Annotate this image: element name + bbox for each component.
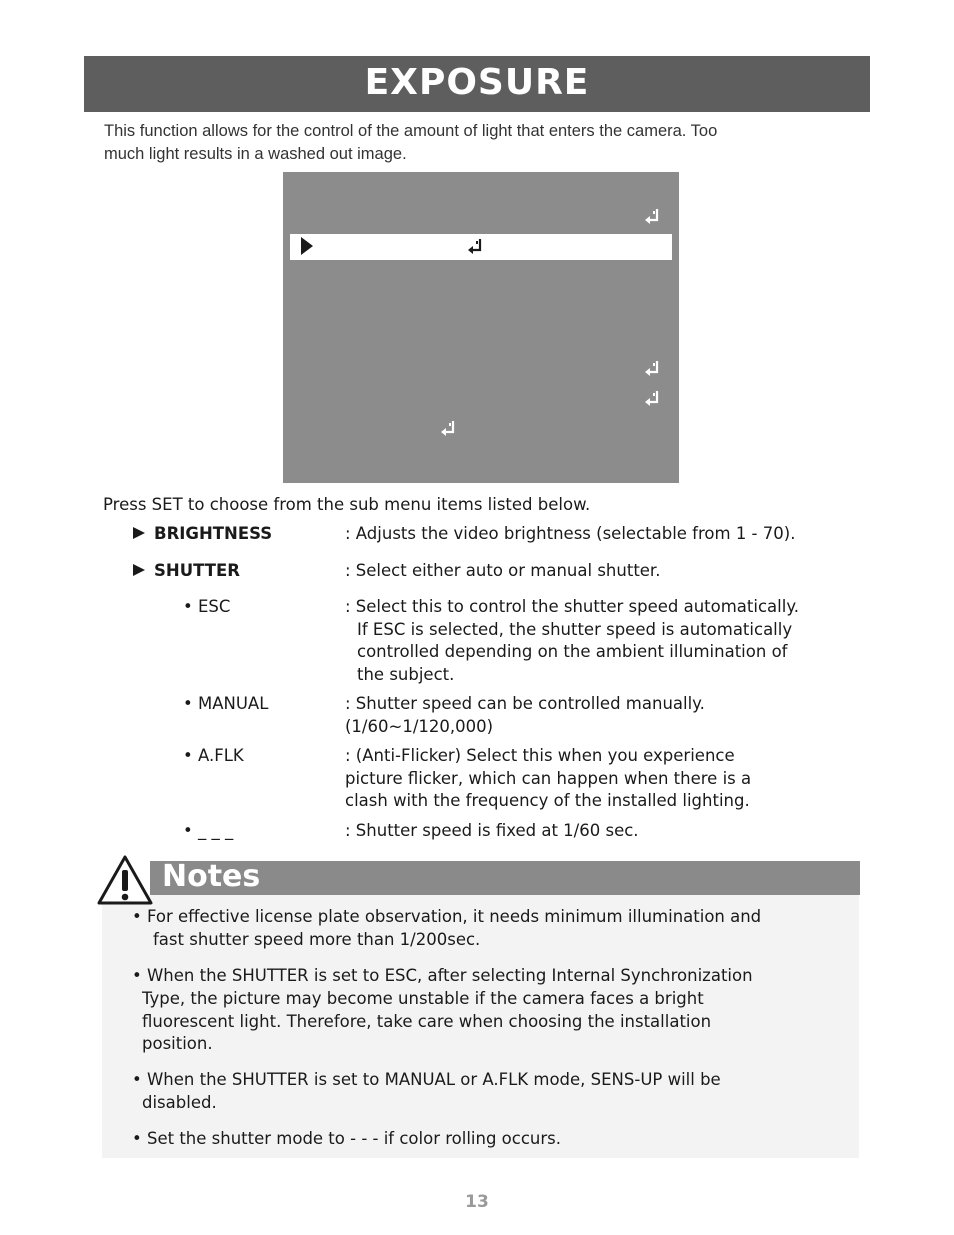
page-title: EXPOSURE bbox=[364, 62, 590, 103]
osd-pointer-icon bbox=[301, 237, 313, 255]
shutter-desc: : Select either auto or manual shutter. bbox=[345, 561, 661, 580]
note-line: • When the SHUTTER is set to ESC, after selecting Internal Synchronization bbox=[132, 966, 753, 985]
brightness-desc: : Adjusts the video brightness (selectable from 1 - 70). bbox=[345, 524, 796, 543]
enter-return-icon bbox=[644, 390, 660, 408]
manual-desc bbox=[345, 693, 865, 738]
notes-header-bar bbox=[150, 861, 860, 895]
intro-line: This function allows for the control of the amount of light that enters the camera. Too bbox=[104, 122, 718, 140]
aflk-desc-line: picture flicker, which can happen when there is a bbox=[345, 768, 752, 788]
notes-title: Notes bbox=[162, 859, 261, 894]
note-line: position. bbox=[142, 1034, 213, 1054]
note-line: • For effective license plate observation, it needs minimum illumination and bbox=[132, 907, 762, 926]
note-line: fast shutter speed more than 1/200sec. bbox=[153, 929, 481, 949]
arrow-right-icon bbox=[133, 564, 145, 576]
esc-desc bbox=[345, 596, 865, 686]
enter-return-icon bbox=[440, 420, 456, 438]
enter-return-icon bbox=[644, 360, 660, 378]
esc-desc-line: If ESC is selected, the shutter speed is automatically bbox=[357, 619, 793, 639]
fixed-shutter-desc: : Shutter speed is fixed at 1/60 sec. bbox=[345, 821, 639, 840]
lead-text: Press SET to choose from the sub menu items listed below. bbox=[103, 495, 591, 514]
shutter-label bbox=[133, 560, 240, 583]
intro-line: much light results in a washed out image. bbox=[104, 145, 407, 163]
osd-menu-image bbox=[283, 172, 679, 483]
note-line: • When the SHUTTER is set to MANUAL or A.FLK mode, SENS-UP will be bbox=[132, 1070, 721, 1089]
note-line: • Set the shutter mode to - - - if color rolling occurs. bbox=[132, 1129, 561, 1148]
note-line: Type, the picture may become unstable if the camera faces a bright bbox=[142, 988, 704, 1008]
note-item bbox=[132, 1128, 857, 1151]
esc-desc-line: controlled depending on the ambient illumination of bbox=[357, 642, 788, 661]
enter-return-icon bbox=[467, 238, 483, 256]
arrow-right-icon bbox=[133, 527, 145, 539]
enter-return-icon bbox=[644, 208, 660, 226]
note-item bbox=[132, 1069, 857, 1115]
manual-desc-line: : Shutter speed can be controlled manually. bbox=[345, 694, 705, 713]
manual-label: • MANUAL bbox=[183, 694, 269, 713]
aflk-desc-line: : (Anti-Flicker) Select this when you experience bbox=[345, 746, 735, 765]
esc-desc-line: the subject. bbox=[357, 664, 455, 684]
note-line: fluorescent light. Therefore, take care when choosing the installation bbox=[142, 1011, 712, 1031]
esc-label: • ESC bbox=[183, 597, 231, 616]
brightness-label bbox=[133, 523, 272, 546]
fixed-shutter-label: • _ _ _ bbox=[183, 821, 234, 840]
note-item bbox=[132, 965, 857, 1056]
title-bar bbox=[84, 56, 870, 112]
aflk-label: • A.FLK bbox=[183, 746, 244, 765]
note-line: disabled. bbox=[142, 1092, 217, 1112]
aflk-desc-line: clash with the frequency of the installed lighting. bbox=[345, 791, 750, 810]
intro-paragraph bbox=[104, 120, 864, 166]
note-item bbox=[132, 906, 857, 952]
page-number: 13 bbox=[465, 1192, 489, 1212]
brightness-label-text: BRIGHTNESS bbox=[154, 524, 273, 543]
esc-desc-line: : Select this to control the shutter speed automatically. bbox=[345, 597, 799, 616]
warning-triangle-icon bbox=[96, 854, 154, 906]
shutter-label-text: SHUTTER bbox=[154, 561, 240, 580]
aflk-desc bbox=[345, 745, 865, 813]
manual-desc-line: (1/60~1/120,000) bbox=[345, 716, 494, 736]
